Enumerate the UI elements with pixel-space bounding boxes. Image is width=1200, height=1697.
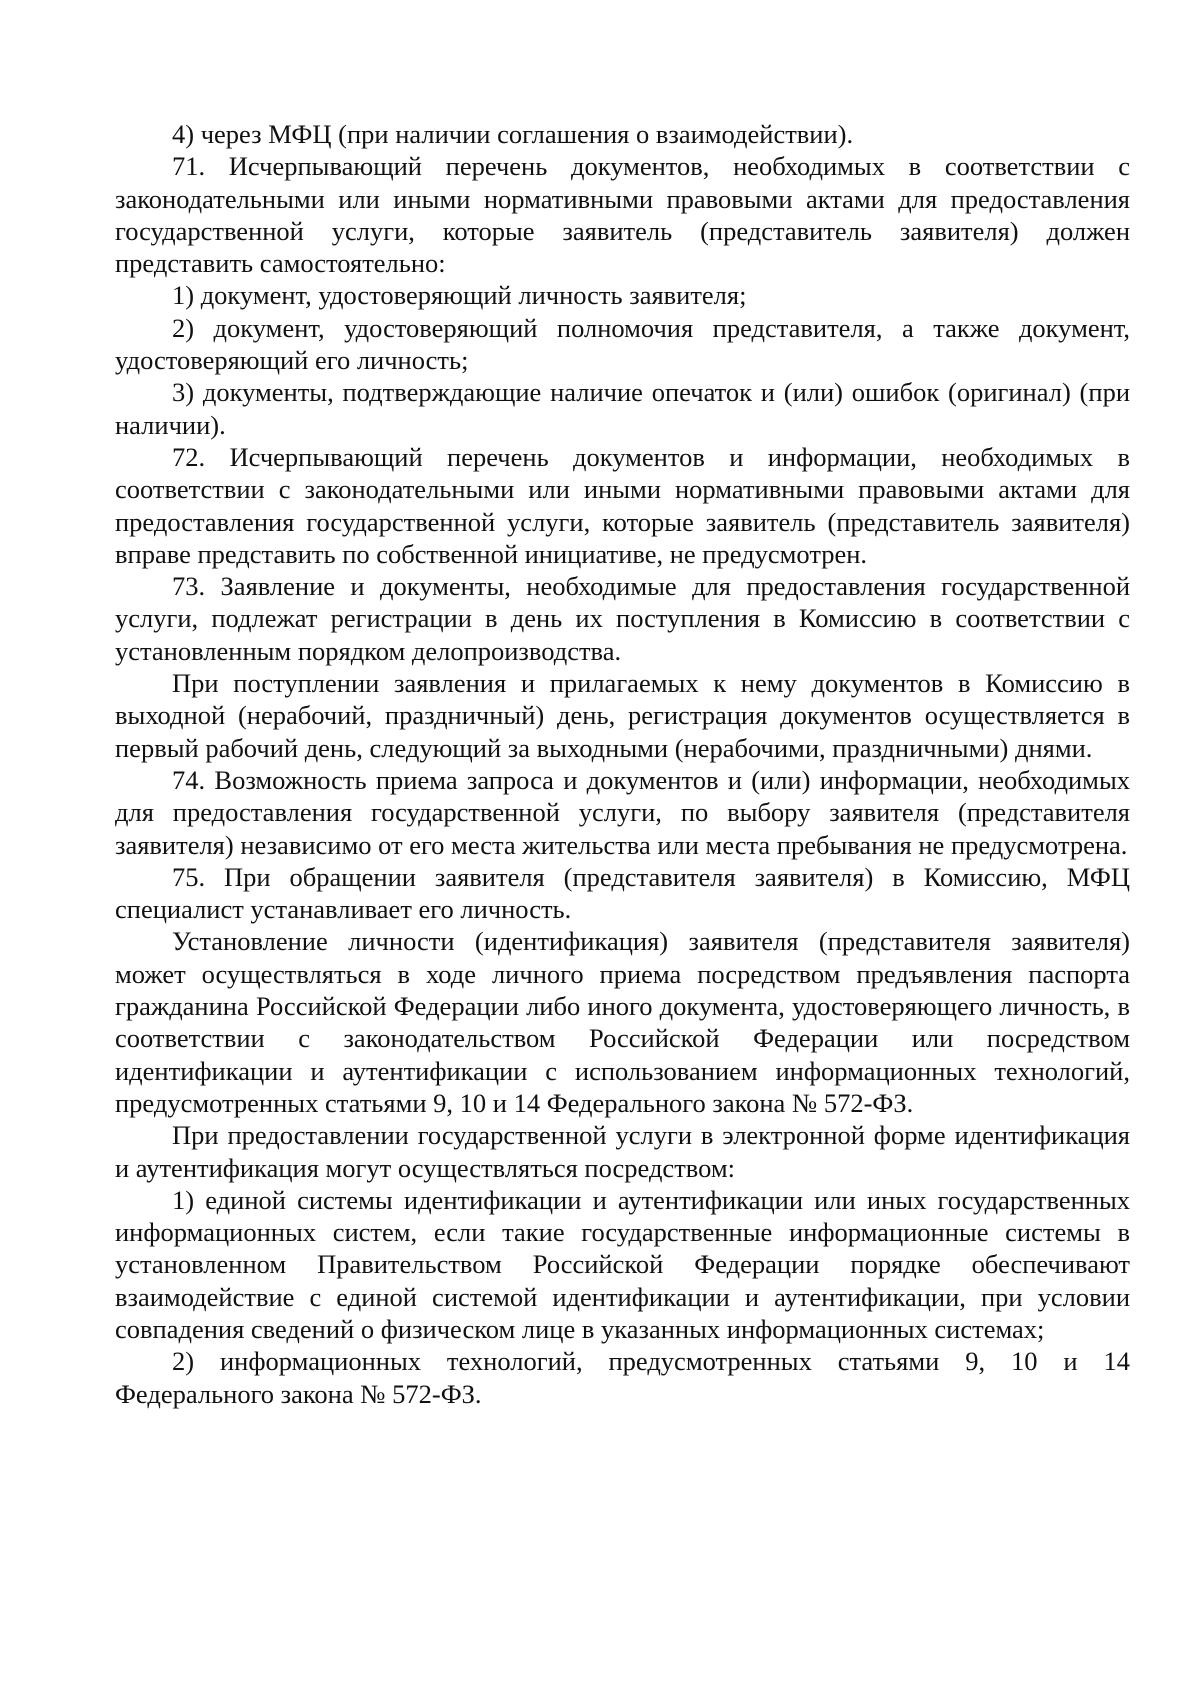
paragraph-71-item-1: 1) документ, удостоверяющий личность заявителя; <box>172 280 747 311</box>
document-body <box>115 118 1130 1410</box>
paragraph-item-4-mfc: 4) через МФЦ (при наличии соглашения о взаимодействии). <box>172 119 854 149</box>
paragraph-73-holidays: При поступлении заявления и прилагаемых к нему документов в Комиссию в выходной (нерабочий, праздничный) день, регистрация документов осуществляется в первый рабочий день, следующий за выходными (нерабочими, праздничными) днями. <box>115 668 1130 763</box>
paragraph-71-item-2: 2) документ, удостоверяющий полномочия представителя, а также документ, удостоверяющий его личность; <box>115 312 1130 376</box>
paragraph-75-electronic-form: При предоставлении государственной услуги в электронной форме идентификация и аутентификация могут осуществляться посредством: <box>115 1120 1130 1183</box>
paragraph-75: 75. При обращении заявителя (представителя заявителя) в Комиссию, МФЦ специалист устанавливает его личность. <box>115 861 1130 925</box>
paragraph-73: 73. Заявление и документы, необходимые для предоставления государственной услуги, подлежат регистрации в день их поступления в Комиссию в соответствии с установленным порядком делопроизводства. <box>115 571 1130 666</box>
paragraph-75-item-1: 1) единой системы идентификации и аутентификации или иных государственных информационных систем, если такие государственные информационные системы в установленном Правительством Российской Федерации порядке обеспечивают взаимодействие с единой системой идентификации и аутентификации, при условии совпадения сведений о физическом лице в указанных информационных системах; <box>115 1184 1130 1344</box>
paragraph-71: 71. Исчерпывающий перечень документов, необходимых в соответствии с законодательными или иными нормативными правовыми актами для предоставления государственной услуги, которые заявитель (представитель заявителя) должен представить самостоятельно: <box>115 151 1130 279</box>
paragraph-74: 74. Возможность приема запроса и документов и (или) информации, необходимых для предоставления государственной услуги, по выбору заявителя (представителя заявителя) независимо от его места жительства или места пребывания не предусмотрена. <box>115 764 1130 860</box>
paragraph-72: 72. Исчерпывающий перечень документов и информации, необходимых в соответствии с законодательными или иными нормативными правовыми актами для предоставления государственной услуги, которые заявитель (представитель заявителя) вправе представить по собственной инициативе, не предусмотрен. <box>115 441 1130 569</box>
paragraph-71-item-3: 3) документы, подтверждающие наличие опечаток и (или) ошибок (оригинал) (при наличии). <box>115 377 1130 440</box>
paragraph-75-item-2: 2) информационных технологий, предусмотренных статьями 9, 10 и 14 Федерального закона № 572-ФЗ. <box>115 1346 1130 1409</box>
paragraph-75-identification: Установление личности (идентификация) заявителя (представителя заявителя) может осуществляться в ходе личного приема посредством предъявления паспорта гражданина Российской Федерации либо иного документа, удостоверяющего личность, в соответствии с законодательством Российской Федерации или посредством идентификации и аутентификации с использованием информационных технологий, предусмотренных статьями 9, 10 и 14 Федерального закона № 572-ФЗ. <box>115 926 1130 1118</box>
